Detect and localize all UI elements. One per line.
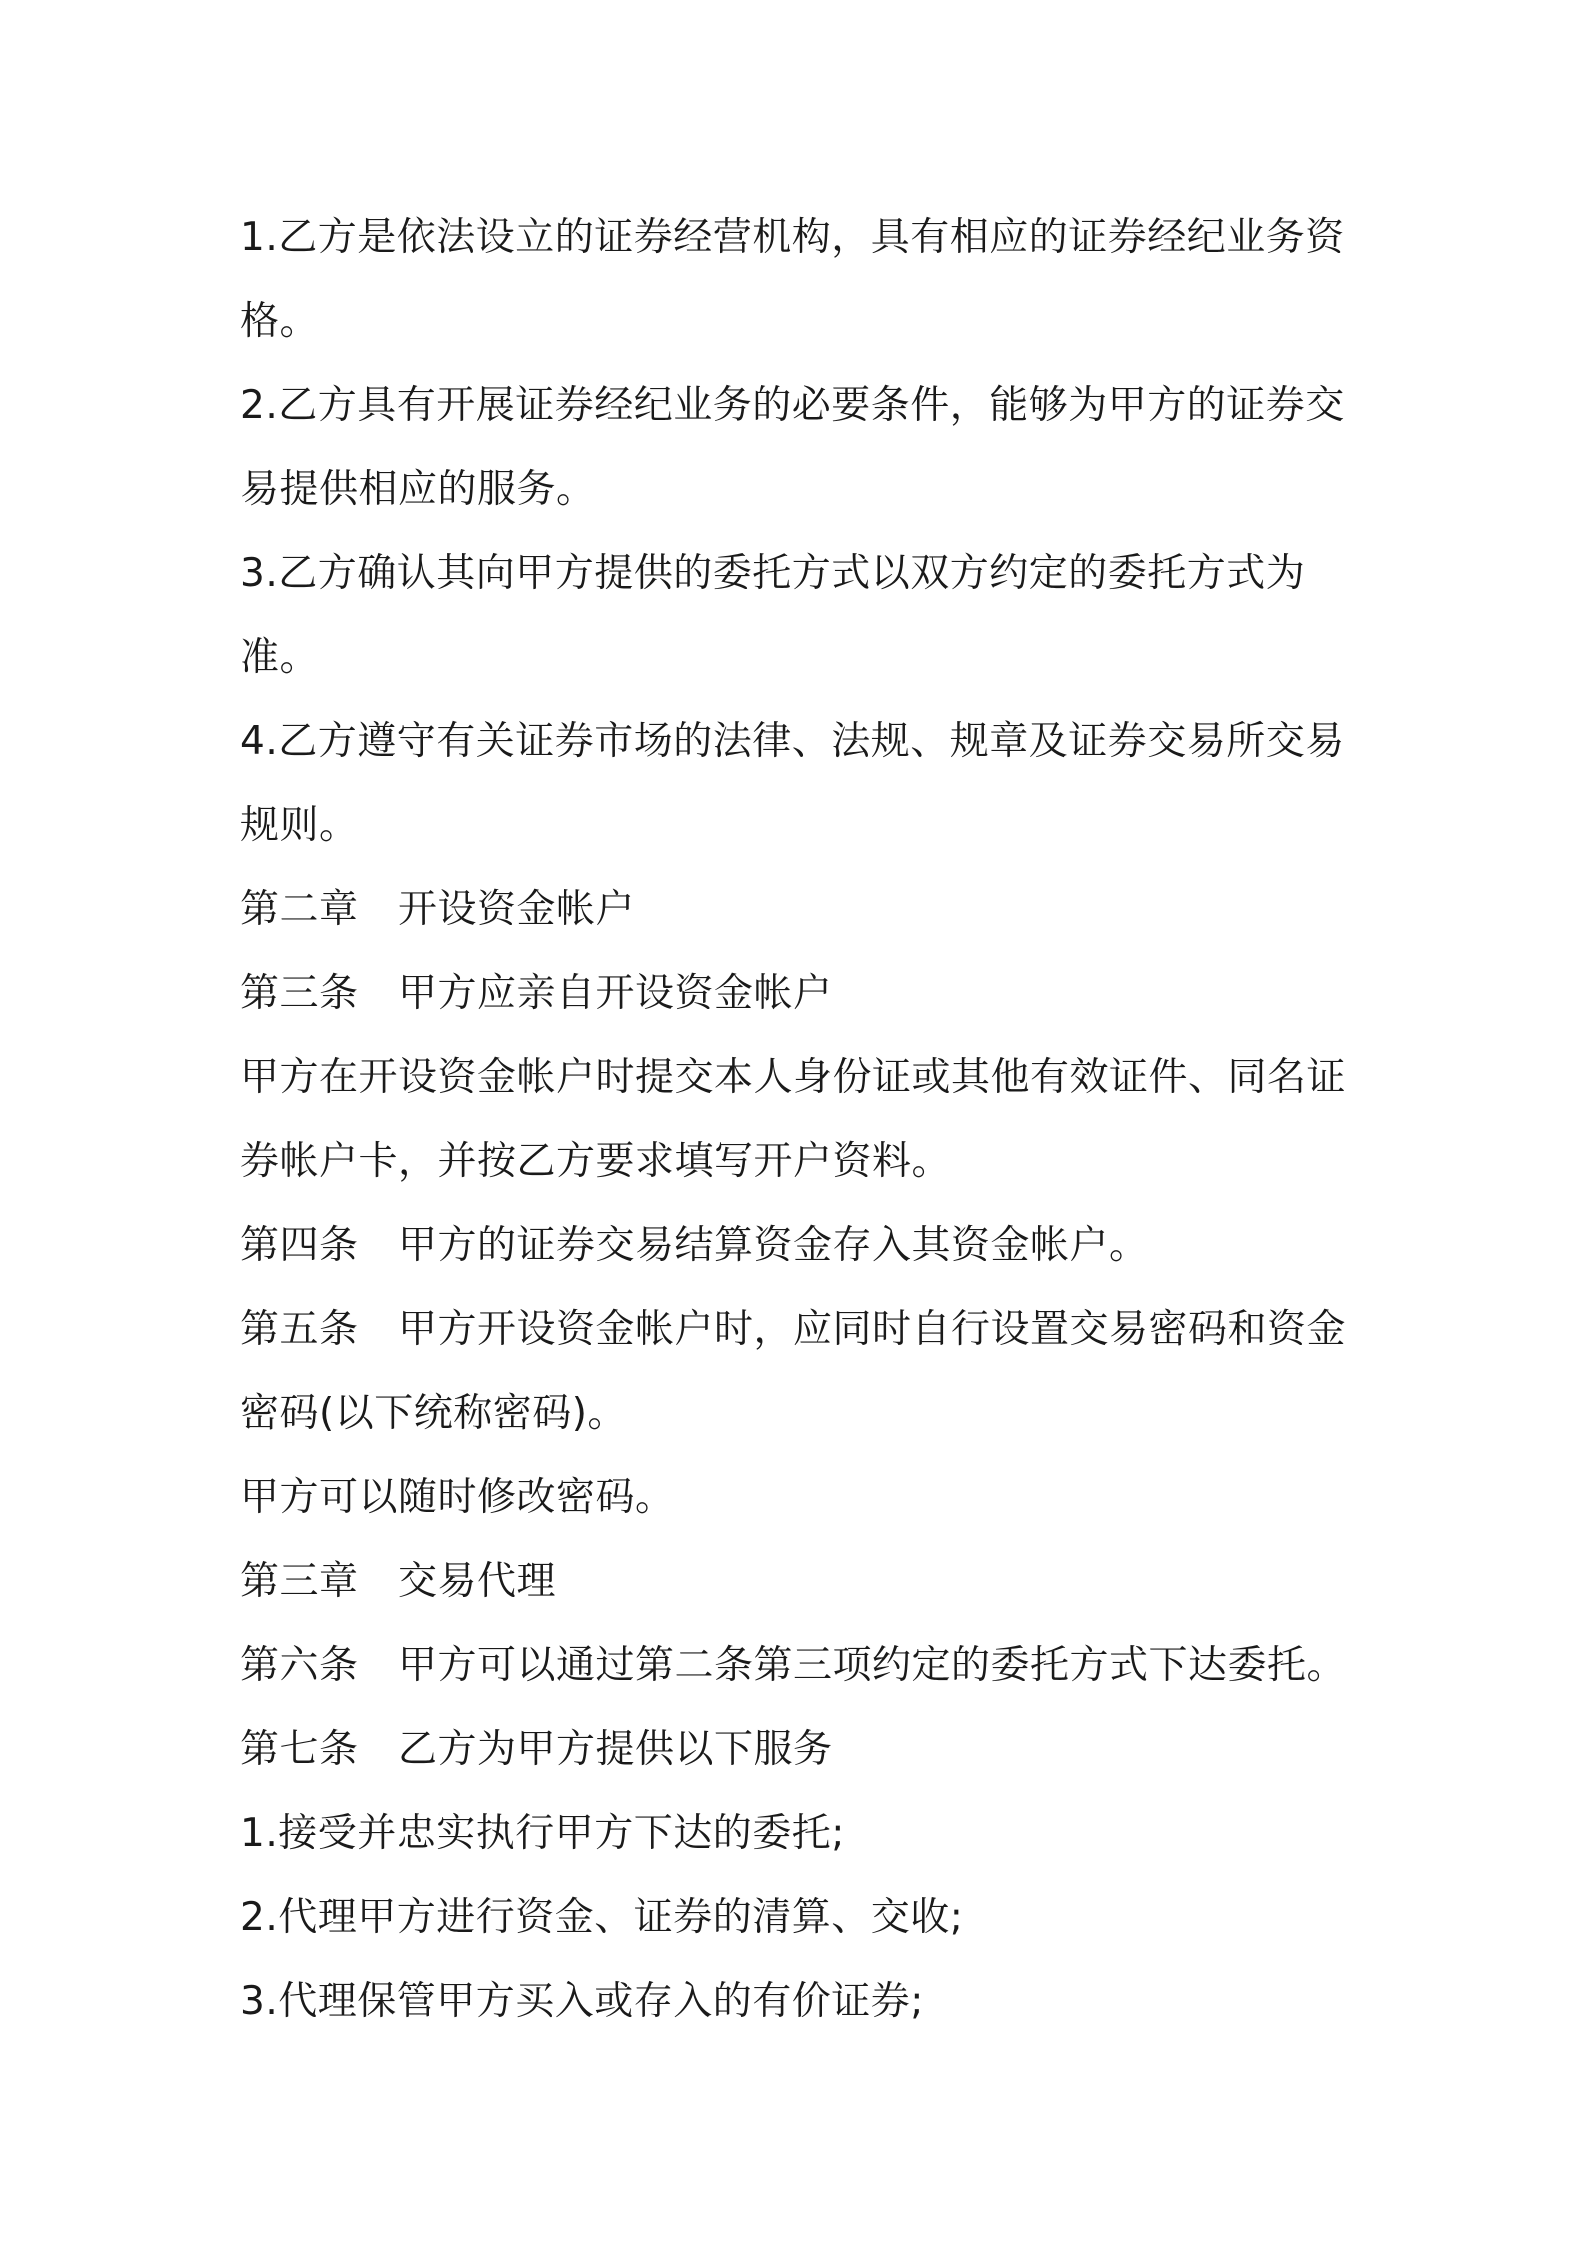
article-heading-3: 第三条 甲方应亲自开设资金帐户 — [240, 971, 833, 1016]
text-line-16: 甲方可以随时修改密码。 — [240, 1475, 675, 1520]
text-line-2: 格。 — [240, 299, 320, 344]
text-line-11: 甲方在开设资金帐户时提交本人身份证或其他有效证件、同名证 — [240, 1055, 1347, 1100]
text-line-7: 4.乙方遵守有关证券市场的法律、法规、规章及证券交易所交易 — [240, 719, 1345, 764]
article-7: 第七条 乙方为甲方提供以下服务 — [240, 1727, 833, 1772]
text-line-1: 1.乙方是依法设立的证券经营机构，具有相应的证券经纪业务资 — [240, 215, 1345, 260]
text-line-15: 密码(以下统称密码)。 — [240, 1391, 627, 1436]
text-line-3: 2.乙方具有开展证券经纪业务的必要条件，能够为甲方的证券交 — [240, 383, 1345, 428]
service-item-1: 1.接受并忠实执行甲方下达的委托; — [240, 1811, 845, 1856]
text-line-8: 规则。 — [240, 803, 359, 848]
service-item-3: 3.代理保管甲方买入或存入的有价证券; — [240, 1979, 924, 2024]
article-4: 第四条 甲方的证券交易结算资金存入其资金帐户。 — [240, 1223, 1149, 1268]
text-line-12: 券帐户卡，并按乙方要求填写开户资料。 — [240, 1139, 952, 1184]
document-body — [240, 196, 1360, 2044]
text-line-5: 3.乙方确认其向甲方提供的委托方式以双方约定的委托方式为 — [240, 551, 1306, 596]
service-item-2: 2.代理甲方进行资金、证券的清算、交收; — [240, 1895, 964, 1940]
chapter-heading-2: 第二章 开设资金帐户 — [240, 887, 636, 932]
text-line-4: 易提供相应的服务。 — [240, 467, 596, 512]
article-6: 第六条 甲方可以通过第二条第三项约定的委托方式下达委托。 — [240, 1643, 1347, 1688]
article-5: 第五条 甲方开设资金帐户时，应同时自行设置交易密码和资金 — [240, 1307, 1347, 1352]
chapter-heading-3: 第三章 交易代理 — [240, 1559, 557, 1604]
text-line-6: 准。 — [240, 635, 320, 680]
